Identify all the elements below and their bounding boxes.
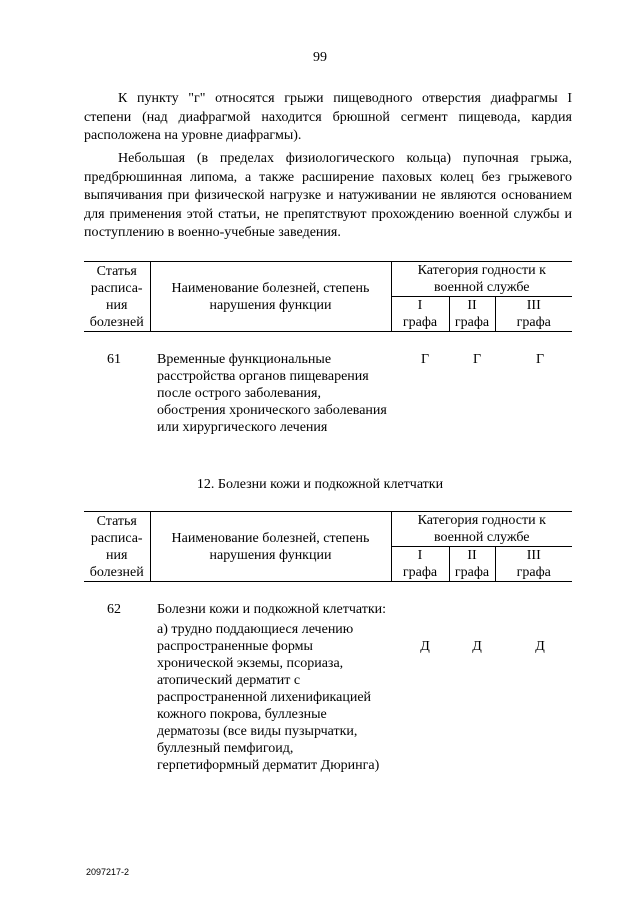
header-name-line: нарушения функции	[209, 547, 332, 563]
section-title: 12. Болезни кожи и подкожной клетчатки	[196, 477, 444, 492]
entry-61-category-3: Г	[535, 352, 545, 367]
page-number: 99	[313, 50, 327, 65]
column-roman: III	[526, 548, 541, 563]
entry-62-category-2: Д	[472, 639, 482, 654]
entry-subitem-a: а) трудно поддающиеся лечению распространенные формы хронической экземы, псориаза, атопический дерматит с распространенной лихенификацией кожного покрова, буллезные дерматозы (все виды пузырчатки, буллезный пемфигоид, герпетиформный дерматит Дюринга)	[157, 622, 380, 773]
entry-heading: Болезни кожи и подкожной клетчатки:	[157, 602, 387, 617]
header-category-line: Категория годности к	[417, 263, 546, 278]
column-label: графа	[516, 315, 551, 330]
header-article-line: болезней	[89, 564, 144, 580]
table-header-digestive	[84, 261, 572, 332]
header-column-3	[495, 297, 572, 332]
header-category-line: военной службе	[433, 530, 530, 545]
entry-text-61	[157, 351, 392, 439]
entry-62-category-1: Д	[420, 639, 430, 654]
header-category-line: Категория годности к	[417, 513, 546, 528]
column-roman: I	[417, 548, 423, 563]
header-name-line: Наименование болезней, степень	[171, 530, 370, 546]
header-column-3	[495, 547, 572, 582]
entry-62-category-3: Д	[535, 639, 545, 654]
table-header-skin	[84, 511, 572, 582]
column-roman: II	[467, 298, 477, 313]
column-label: графа	[454, 315, 490, 330]
header-article-cell	[84, 512, 150, 582]
paragraph-hernia-point-g: К пункту "г" относятся грыжи пищеводного отверстия диафрагмы I степени (над диафрагмой находится брюшной сегмент пищевода, кардия расположена на уровне диафрагмы).	[84, 91, 572, 144]
header-article-line: расписа-	[90, 530, 143, 546]
header-article-line: болезней	[89, 314, 144, 330]
header-column-2	[449, 547, 495, 582]
header-name-line: нарушения функции	[209, 297, 332, 313]
column-roman: II	[467, 548, 477, 563]
header-category-line: военной службе	[433, 280, 530, 295]
header-name-cell	[150, 512, 391, 582]
header-name-line: Наименование болезней, степень	[171, 280, 370, 296]
column-label: графа	[516, 565, 551, 580]
header-category-cell	[391, 262, 572, 297]
footer-document-code: 2097217-2	[86, 867, 130, 877]
header-article-line: Статья	[96, 263, 137, 279]
paragraph-umbilical-hernia: Небольшая (в пределах физиологического кольца) пупочная грыжа, предбрюшинная липома, а также расширение паховых колец без грыжевого выпячивания при физической нагрузке и натуживании не являются основанием для применения этой статьи, не препятствуют прохождению военной службы и поступлению в военно-учебные заведения.	[84, 151, 572, 241]
column-label: графа	[454, 565, 490, 580]
header-article-line: Статья	[96, 513, 137, 529]
entry-text-62	[157, 601, 392, 777]
column-roman: I	[417, 298, 423, 313]
header-category-cell	[391, 512, 572, 547]
header-article-line: расписа-	[90, 280, 143, 296]
column-roman: III	[526, 298, 541, 313]
header-column-2	[449, 297, 495, 332]
column-label: графа	[402, 565, 438, 580]
entry-61-category-1: Г	[420, 352, 430, 367]
header-name-cell	[150, 262, 391, 332]
entry-number-62: 62	[107, 602, 121, 617]
header-column-1	[391, 547, 449, 582]
entry-61-category-2: Г	[472, 352, 482, 367]
entry-description: Временные функциональные расстройства органов пищеварения после острого заболевания, обострения хронического заболевания или хирургического лечения	[157, 352, 387, 435]
header-column-1	[391, 297, 449, 332]
header-article-line: ния	[106, 547, 128, 563]
entry-number-61: 61	[107, 352, 121, 367]
header-article-cell	[84, 262, 150, 332]
header-article-line: ния	[106, 297, 128, 313]
column-label: графа	[402, 315, 438, 330]
